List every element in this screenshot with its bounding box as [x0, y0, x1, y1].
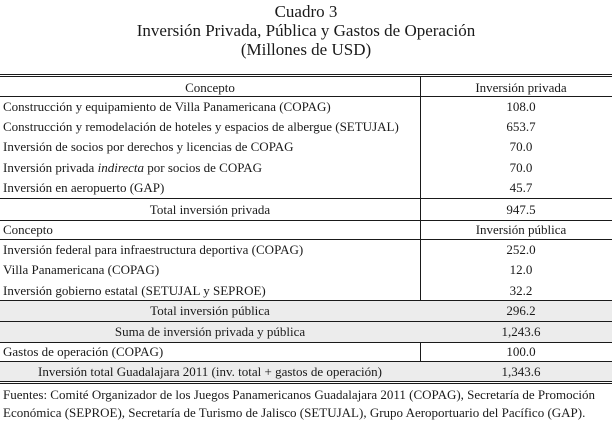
- total-private-label: Total inversión privada: [149, 202, 271, 217]
- row-label-post: por socios de COPAG: [144, 160, 263, 175]
- row-value: 70.0: [509, 160, 533, 175]
- total-public-value: 296.2: [506, 303, 536, 318]
- row-value: 653.7: [506, 119, 536, 134]
- table-row: [0, 158, 612, 178]
- row-value: 45.7: [509, 180, 533, 195]
- table-row: [0, 178, 612, 198]
- table-title: Inversión Privada, Pública y Gastos de Operación: [136, 21, 476, 40]
- total-private-value: 947.5: [506, 202, 536, 217]
- header-public-investment: Inversión pública: [475, 222, 567, 237]
- row-label: Construcción y remodelación de hoteles y espacios de albergue (SETUJAL): [3, 119, 399, 134]
- section-rule: [0, 198, 612, 199]
- row-value: 32.2: [509, 283, 533, 298]
- table-row: [0, 260, 612, 280]
- row-label: Villa Panamericana (COPAG): [3, 262, 160, 277]
- sum-total-label: Suma de inversión privada y pública: [114, 324, 306, 339]
- table-row: [0, 281, 612, 301]
- top-rule: [0, 74, 612, 75]
- total-public-label: Total inversión pública: [150, 303, 270, 318]
- table-units: (Millones de USD): [240, 40, 372, 59]
- row-label: Inversión federal para infraestructura deportiva (COPAG): [3, 242, 304, 257]
- grand-total-value: 1,343.6: [501, 364, 541, 379]
- total-public-row: [0, 301, 612, 321]
- row-label-emphasis: indirecta: [97, 160, 145, 175]
- row-label: Inversión gobierno estatal (SETUJAL y SEPROE): [3, 283, 266, 298]
- row-value: 12.0: [509, 262, 533, 277]
- row-label: Inversión de socios por derechos y licencias de COPAG: [3, 139, 294, 154]
- sum-total-value: 1,243.6: [501, 324, 541, 339]
- footnote-line-1: Fuentes: Comité Organizador de los Juegos Panamericanos Guadalajara 2011 (COPAG), Secretaría de Promoción: [3, 387, 595, 402]
- header-private-investment: Inversión privada: [475, 80, 567, 95]
- operation-label: Gastos de operación (COPAG): [3, 344, 164, 359]
- header-concept: Concepto: [3, 222, 53, 237]
- footnote-line-2: Económica (SEPROE), Secretaría de Turismo de Jalisco (SETUJAL), Grupo Aeroportuario del Pacífico (GAP).: [3, 405, 586, 420]
- header-concept: Concepto: [185, 80, 235, 95]
- row-value: 108.0: [506, 99, 536, 114]
- sum-total-row: [0, 322, 612, 342]
- table-row: [0, 240, 612, 260]
- operation-row: [0, 342, 612, 362]
- row-label: Construcción y equipamiento de Villa Panamericana (COPAG): [3, 99, 331, 114]
- header-row-public: [0, 220, 612, 240]
- row-label: [3, 158, 262, 178]
- operation-value: 100.0: [506, 344, 536, 359]
- total-private-row: [0, 200, 612, 220]
- bottom-rule: [0, 381, 612, 382]
- top-rule-2: [0, 76, 612, 77]
- grand-total-label: Inversión total Guadalajara 2011 (inv. total + gastos de operación): [38, 364, 382, 379]
- table-number: Cuadro 3: [274, 2, 338, 21]
- row-value: 252.0: [506, 242, 536, 257]
- row-label-pre: Inversión privada: [3, 160, 98, 175]
- table-row: [0, 97, 612, 117]
- grand-total-row: [0, 362, 612, 382]
- header-row-private: [0, 78, 612, 98]
- row-label: Inversión en aeropuerto (GAP): [3, 180, 165, 195]
- bottom-rule-2: [0, 383, 612, 384]
- row-value: 70.0: [509, 139, 533, 154]
- table-row: [0, 137, 612, 157]
- table-row: [0, 117, 612, 137]
